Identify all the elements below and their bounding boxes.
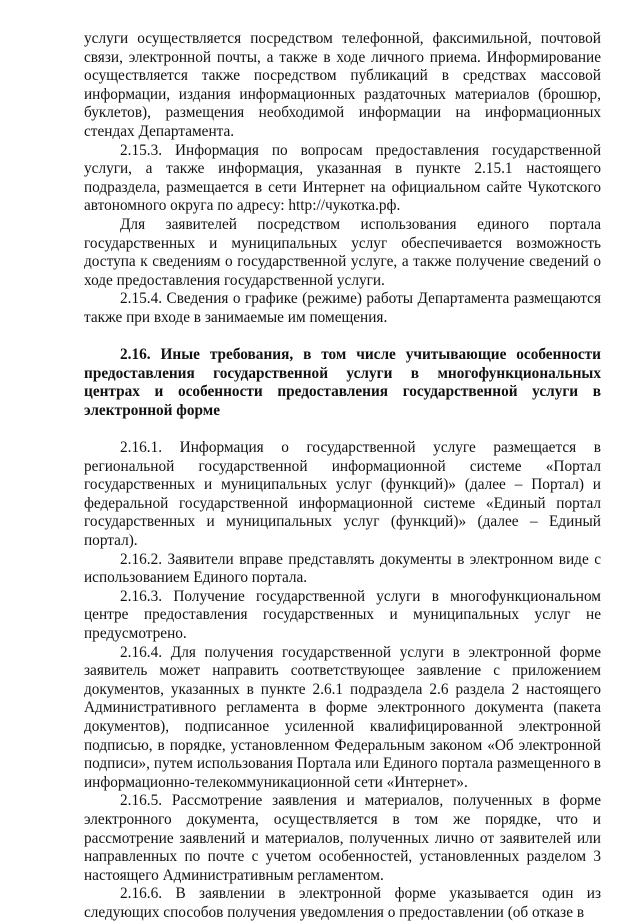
paragraph-2-16-6: 2.16.6. В заявлении в электронной форме указывается один из следующих способов получения уведомления о предоставлении (об отказе в (84, 885, 601, 921)
section-gap (84, 328, 601, 347)
section-gap (84, 420, 601, 439)
paragraph-informing-methods: услуги осуществляется посредством телефонной, факсимильной, почтовой связи, электронной почты, а также в ходе личного приема. Информирование осуществляется также посредством публикаций в средствах массовой информации, издания информационных раздаточных материалов (брошюр, буклетов), размещения необходимой информации на информационных стендах Департамента. (84, 30, 601, 140)
paragraph-2-15-4: 2.15.4. Сведения о графике (режиме) работы Департамента размещаются также при входе в занимаемые им помещения. (84, 290, 601, 326)
paragraph-2-16-5: 2.16.5. Рассмотрение заявления и материалов, полученных в форме электронного документа, осуществляется в том же порядке, что и рассмотрение заявлений и материалов, полученных лично от заявителей или направленных по почте с учетом особенностей, установленных разделом 3 настоящего Административным регламентом. (84, 792, 601, 884)
paragraph-portal-access: Для заявителей посредством использования единого портала государственных и муниципальных услуг обеспечивается возможность доступа к сведениям о государственной услуге, а также получение сведений о ходе предоставления государственной услуги. (84, 215, 601, 289)
paragraph-2-15-3: 2.15.3. Информация по вопросам предоставления государственной услуги, а также информация, указанная в пункте 2.15.1 настоящего подраздела, размещается в сети Интернет на официальном сайте Чукотского автономного округа по адресу: http://чукотка.рф. (84, 141, 601, 215)
paragraph-2-16-1: 2.16.1. Информация о государственной услуге размещается в региональной государственной информационной системе «Портал государственных и муниципальных услуг (функций)» (далее – Портал) и федеральной государственной информационной системе «Единый портал государственных и муниципальных услуг (функций)» (далее – Единый портал). (84, 439, 601, 550)
paragraph-2-16-3: 2.16.3. Получение государственной услуги в многофункциональном центре предоставления государственных и муниципальных услуг не предусмотрено. (84, 587, 601, 642)
section-heading-2-16: 2.16. Иные требования, в том числе учитывающие особенности предоставления государственной услуги в многофункциональных центрах и особенности предоставления государственной услуги в электронной форме (84, 346, 601, 419)
paragraph-2-16-2: 2.16.2. Заявители вправе представлять документы в электронном виде с использованием Единого портала. (84, 550, 601, 587)
paragraph-2-16-4: 2.16.4. Для получения государственной услуги в электронной форме заявитель может направить соответствующее заявление с приложением документов, указанных в пункте 2.6.1 подраздела 2.6 раздела 2 настоящего Административного регламента в форме электронного документа (пакета документов), подписанное усиленной квалифицированной электронной подписью, в порядке, установленном Федеральным законом «Об электронной подписи», путем использования Портала или Единого портала размещенного в информационно-телекоммуникационной сети «Интернет». (84, 643, 601, 791)
document-page (84, 30, 601, 923)
